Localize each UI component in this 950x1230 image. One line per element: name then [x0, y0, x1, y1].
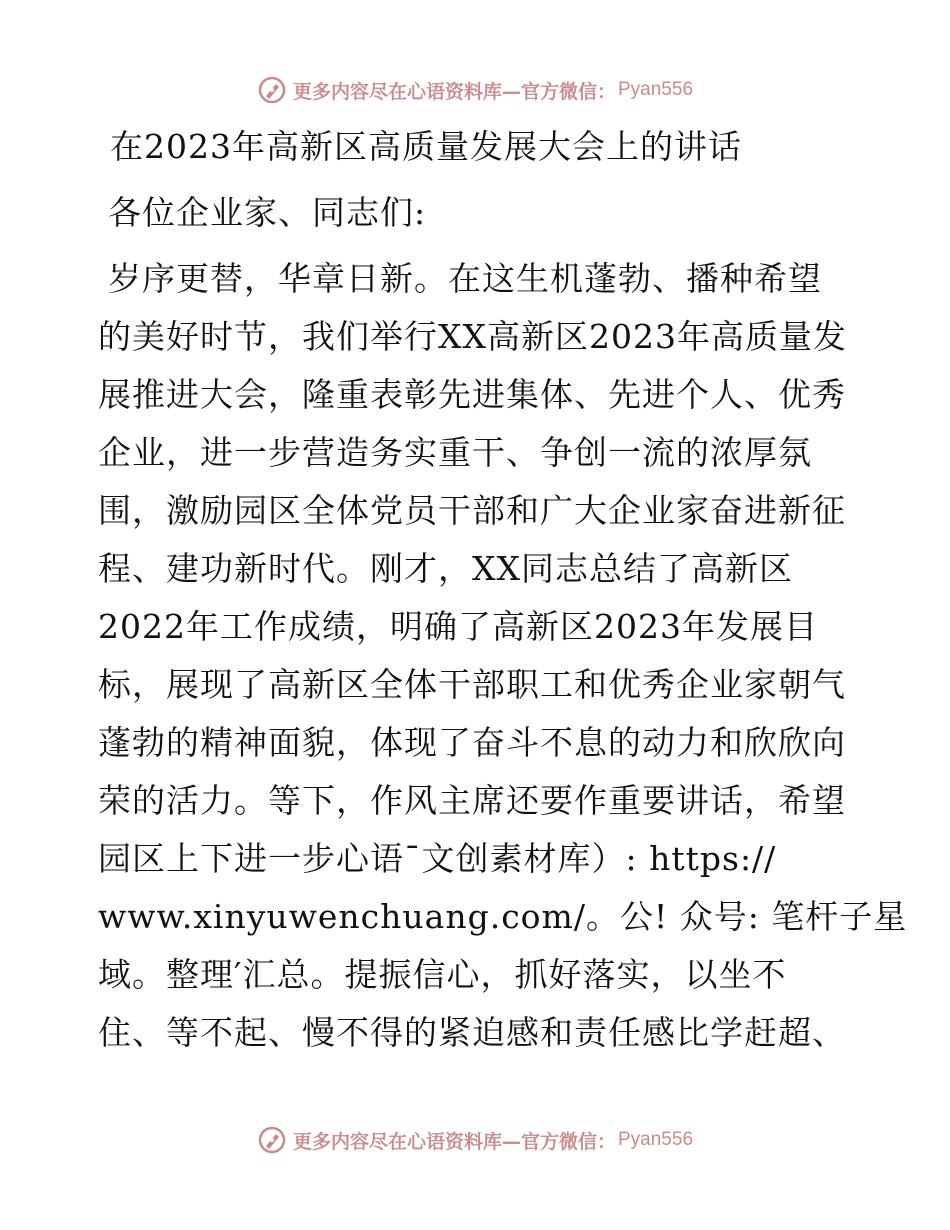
header-watermark-banner [0, 70, 950, 110]
banner-wechat-id: Pyan556 [618, 1129, 694, 1150]
paragraph-line: 企业，进一步营造务实重干、争创一流的浓厚氛 [98, 433, 812, 472]
paragraph-line: 展推进大会，隆重表彰先进集体、先进个人、优秀 [98, 375, 846, 414]
paragraph-line: 围，激励园区全体党员干部和广大企业家奋进新征 [98, 491, 846, 530]
greeting: 各位企业家、同志们: [108, 193, 427, 232]
paragraph-line: www.xinyuwenchuang.com/。公! 众号: 笔杆子星 [98, 897, 908, 936]
document-body [98, 118, 908, 1062]
paragraph-line: 2022年工作成绩，明确了高新区2023年发展目 [98, 607, 818, 646]
paragraph-line: 荣的活力。等下，作风主席还要作重要讲话，希望 [98, 781, 846, 820]
banner-text: 更多内容尽在心语资料库—官方微信： [292, 1130, 616, 1153]
pen-logo-icon [257, 1125, 287, 1155]
paragraph-line: 岁序更替，华章日新。在这生机蓬勃、播种希望 [108, 259, 822, 298]
banner-wechat-id: Pyan556 [618, 79, 694, 100]
paragraph-line: 蓬勃的精神面貌，体现了奋斗不息的动力和欣欣向 [98, 723, 846, 762]
paragraph-line: 域。整理′汇总。提振信心，抓好落实，以坐不 [98, 955, 787, 994]
paragraph-line: 住、等不起、慢不得的紧迫感和责任感比学赶超、 [98, 1013, 846, 1052]
paragraph-line: 的美好时节，我们举行XX高新区2023年高质量发 [98, 317, 847, 356]
paragraph-line: 程、建功新时代。刚才，XX同志总结了高新区 [98, 549, 793, 588]
paragraph-line: 园区上下进一步心语¯文创素材库）: https:// [98, 839, 777, 878]
document-title: 在2023年高新区高质量发展大会上的讲话 [110, 127, 742, 166]
pen-logo-icon [257, 75, 287, 105]
banner-text: 更多内容尽在心语资料库—官方微信： [292, 80, 616, 103]
paragraph-line: 标，展现了高新区全体干部职工和优秀企业家朝气 [98, 665, 846, 704]
footer-watermark-banner [0, 1120, 950, 1160]
